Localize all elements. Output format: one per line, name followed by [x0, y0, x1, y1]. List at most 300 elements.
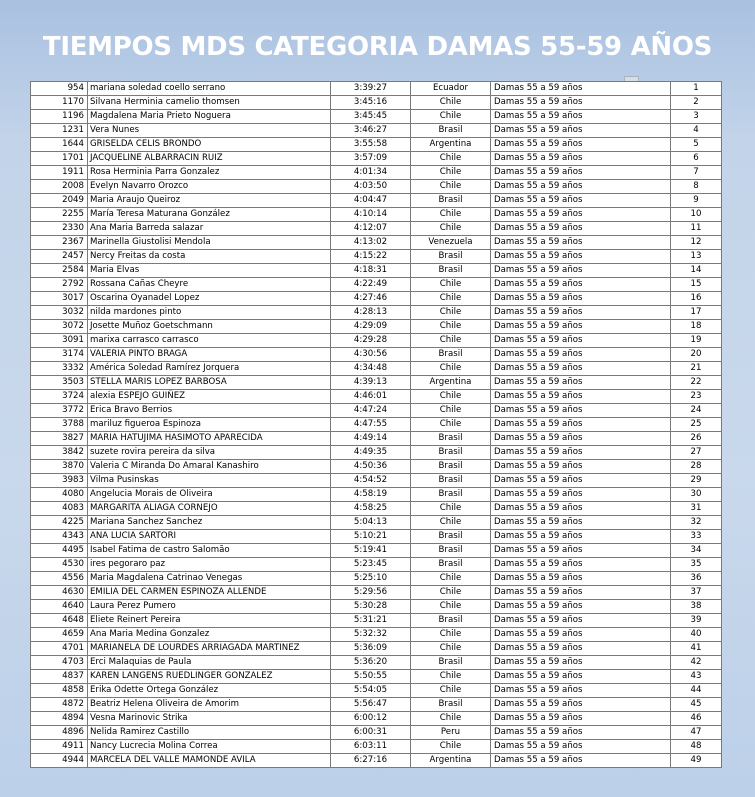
runner-name-cell[interactable]: alexia ESPEJO GUIÑEZ	[88, 390, 331, 404]
runner-name-cell[interactable]: MARIANELA DE LOURDES ARRIAGADA MARTINEZ	[88, 642, 331, 656]
category-cell[interactable]: Damas 55 a 59 años	[491, 460, 671, 474]
bib-number-cell[interactable]: 4858	[31, 684, 88, 698]
country-cell[interactable]: Chile	[411, 684, 491, 698]
finish-time-cell[interactable]: 4:03:50	[331, 180, 411, 194]
finish-time-cell[interactable]: 4:15:22	[331, 250, 411, 264]
finish-time-cell[interactable]: 4:04:47	[331, 194, 411, 208]
runner-name-cell[interactable]: Vesna Marinovic Strika	[88, 712, 331, 726]
category-cell[interactable]: Damas 55 a 59 años	[491, 586, 671, 600]
bib-number-cell[interactable]: 4225	[31, 516, 88, 530]
country-cell[interactable]: Brasil	[411, 124, 491, 138]
table-row	[31, 278, 722, 292]
category-cell[interactable]: Damas 55 a 59 años	[491, 124, 671, 138]
category-cell[interactable]: Damas 55 a 59 años	[491, 208, 671, 222]
finish-time-cell[interactable]: 4:30:56	[331, 348, 411, 362]
country-cell[interactable]: Brasil	[411, 460, 491, 474]
bib-number-cell[interactable]: 3072	[31, 320, 88, 334]
country-cell[interactable]: Chile	[411, 418, 491, 432]
finish-time-cell[interactable]: 4:12:07	[331, 222, 411, 236]
runner-name-cell[interactable]: JACQUELINE ALBARRACIN RUIZ	[88, 152, 331, 166]
runner-name-cell[interactable]: Vilma Pusinskas	[88, 474, 331, 488]
category-cell[interactable]: Damas 55 a 59 años	[491, 292, 671, 306]
finish-time-cell[interactable]: 4:50:36	[331, 460, 411, 474]
runner-name-cell[interactable]: Marinella Giustolisi Mendola	[88, 236, 331, 250]
place-cell[interactable]: 12	[671, 236, 722, 250]
country-cell[interactable]: Brasil	[411, 474, 491, 488]
finish-time-cell[interactable]: 4:22:49	[331, 278, 411, 292]
place-cell[interactable]: 45	[671, 698, 722, 712]
place-cell[interactable]: 25	[671, 418, 722, 432]
category-cell[interactable]: Damas 55 a 59 años	[491, 404, 671, 418]
category-cell[interactable]: Damas 55 a 59 años	[491, 600, 671, 614]
bib-number-cell[interactable]: 1911	[31, 166, 88, 180]
runner-name-cell[interactable]: Maria Elvas	[88, 264, 331, 278]
runner-name-cell[interactable]: MARIA HATUJIMA HASIMOTO APARECIDA	[88, 432, 331, 446]
place-cell[interactable]: 23	[671, 390, 722, 404]
finish-time-cell[interactable]: 5:50:55	[331, 670, 411, 684]
country-cell[interactable]: Brasil	[411, 544, 491, 558]
category-cell[interactable]: Damas 55 a 59 años	[491, 236, 671, 250]
place-cell[interactable]: 28	[671, 460, 722, 474]
runner-name-cell[interactable]: Evelyn Navarro Orozco	[88, 180, 331, 194]
bib-number-cell[interactable]: 4083	[31, 502, 88, 516]
bib-number-cell[interactable]: 1231	[31, 124, 88, 138]
category-cell[interactable]: Damas 55 a 59 años	[491, 418, 671, 432]
place-cell[interactable]: 9	[671, 194, 722, 208]
runner-name-cell[interactable]: Ana Maria Barreda salazar	[88, 222, 331, 236]
country-cell[interactable]: Brasil	[411, 432, 491, 446]
category-cell[interactable]: Damas 55 a 59 años	[491, 614, 671, 628]
category-cell[interactable]: Damas 55 a 59 años	[491, 474, 671, 488]
runner-name-cell[interactable]: ires pegoraro paz	[88, 558, 331, 572]
finish-time-cell[interactable]: 4:34:48	[331, 362, 411, 376]
category-cell[interactable]: Damas 55 a 59 años	[491, 516, 671, 530]
category-cell[interactable]: Damas 55 a 59 años	[491, 138, 671, 152]
bib-number-cell[interactable]: 2584	[31, 264, 88, 278]
category-cell[interactable]: Damas 55 a 59 años	[491, 572, 671, 586]
place-cell[interactable]: 24	[671, 404, 722, 418]
finish-time-cell[interactable]: 5:32:32	[331, 628, 411, 642]
runner-name-cell[interactable]: mariana soledad coello serrano	[88, 82, 331, 96]
runner-name-cell[interactable]: Silvana Herminia camelio thomsen	[88, 96, 331, 110]
table-row	[31, 586, 722, 600]
category-cell[interactable]: Damas 55 a 59 años	[491, 166, 671, 180]
category-cell[interactable]: Damas 55 a 59 años	[491, 642, 671, 656]
category-cell[interactable]: Damas 55 a 59 años	[491, 656, 671, 670]
place-cell[interactable]: 49	[671, 754, 722, 768]
bib-number-cell[interactable]: 4556	[31, 572, 88, 586]
bib-number-cell[interactable]: 3842	[31, 446, 88, 460]
category-cell[interactable]: Damas 55 a 59 años	[491, 712, 671, 726]
category-cell[interactable]: Damas 55 a 59 años	[491, 628, 671, 642]
table-row	[31, 194, 722, 208]
runner-name-cell[interactable]: América Soledad Ramírez Jorquera	[88, 362, 331, 376]
finish-time-cell[interactable]: 4:13:02	[331, 236, 411, 250]
finish-time-cell[interactable]: 5:23:45	[331, 558, 411, 572]
bib-number-cell[interactable]: 2792	[31, 278, 88, 292]
finish-time-cell[interactable]: 5:56:47	[331, 698, 411, 712]
bib-number-cell[interactable]: 954	[31, 82, 88, 96]
bib-number-cell[interactable]: 2367	[31, 236, 88, 250]
bib-number-cell[interactable]: 2255	[31, 208, 88, 222]
country-cell[interactable]: Brasil	[411, 698, 491, 712]
country-cell[interactable]: Chile	[411, 404, 491, 418]
category-cell[interactable]: Damas 55 a 59 años	[491, 334, 671, 348]
place-cell[interactable]: 5	[671, 138, 722, 152]
runner-name-cell[interactable]: STELLA MARIS LOPEZ BARBOSA	[88, 376, 331, 390]
country-cell[interactable]: Argentina	[411, 376, 491, 390]
runner-name-cell[interactable]: EMILIA DEL CARMEN ESPINOZA ALLENDE	[88, 586, 331, 600]
country-cell[interactable]: Chile	[411, 740, 491, 754]
bib-number-cell[interactable]: 3827	[31, 432, 88, 446]
place-cell[interactable]: 22	[671, 376, 722, 390]
category-cell[interactable]: Damas 55 a 59 años	[491, 446, 671, 460]
runner-name-cell[interactable]: María Teresa Maturana González	[88, 208, 331, 222]
bib-number-cell[interactable]: 4911	[31, 740, 88, 754]
category-cell[interactable]: Damas 55 a 59 años	[491, 558, 671, 572]
bib-number-cell[interactable]: 3983	[31, 474, 88, 488]
place-cell[interactable]: 3	[671, 110, 722, 124]
bib-number-cell[interactable]: 3017	[31, 292, 88, 306]
country-cell[interactable]: Chile	[411, 180, 491, 194]
bib-number-cell[interactable]: 4080	[31, 488, 88, 502]
place-cell[interactable]: 17	[671, 306, 722, 320]
place-cell[interactable]: 30	[671, 488, 722, 502]
runner-name-cell[interactable]: Vera Nunes	[88, 124, 331, 138]
place-cell[interactable]: 27	[671, 446, 722, 460]
finish-time-cell[interactable]: 5:25:10	[331, 572, 411, 586]
country-cell[interactable]: Chile	[411, 502, 491, 516]
place-cell[interactable]: 38	[671, 600, 722, 614]
country-cell[interactable]: Brasil	[411, 348, 491, 362]
finish-time-cell[interactable]: 4:47:55	[331, 418, 411, 432]
place-cell[interactable]: 29	[671, 474, 722, 488]
bib-number-cell[interactable]: 3788	[31, 418, 88, 432]
category-cell[interactable]: Damas 55 a 59 años	[491, 544, 671, 558]
place-cell[interactable]: 35	[671, 558, 722, 572]
place-cell[interactable]: 32	[671, 516, 722, 530]
category-cell[interactable]: Damas 55 a 59 años	[491, 432, 671, 446]
place-cell[interactable]: 42	[671, 656, 722, 670]
bib-number-cell[interactable]: 4701	[31, 642, 88, 656]
place-cell[interactable]: 20	[671, 348, 722, 362]
bib-number-cell[interactable]: 2049	[31, 194, 88, 208]
country-cell[interactable]: Chile	[411, 278, 491, 292]
country-cell[interactable]: Chile	[411, 306, 491, 320]
bib-number-cell[interactable]: 3870	[31, 460, 88, 474]
runner-name-cell[interactable]: Nelida Ramirez Castillo	[88, 726, 331, 740]
country-cell[interactable]: Chile	[411, 96, 491, 110]
country-cell[interactable]: Chile	[411, 670, 491, 684]
place-cell[interactable]: 16	[671, 292, 722, 306]
country-cell[interactable]: Chile	[411, 516, 491, 530]
category-cell[interactable]: Damas 55 a 59 años	[491, 362, 671, 376]
finish-time-cell[interactable]: 4:58:25	[331, 502, 411, 516]
bib-number-cell[interactable]: 4837	[31, 670, 88, 684]
country-cell[interactable]: Chile	[411, 572, 491, 586]
finish-time-cell[interactable]: 4:54:52	[331, 474, 411, 488]
country-cell[interactable]: Chile	[411, 586, 491, 600]
bib-number-cell[interactable]: 4640	[31, 600, 88, 614]
finish-time-cell[interactable]: 5:04:13	[331, 516, 411, 530]
table-row	[31, 446, 722, 460]
bib-number-cell[interactable]: 1701	[31, 152, 88, 166]
finish-time-cell[interactable]: 4:01:34	[331, 166, 411, 180]
category-cell[interactable]: Damas 55 a 59 años	[491, 530, 671, 544]
place-cell[interactable]: 39	[671, 614, 722, 628]
place-cell[interactable]: 46	[671, 712, 722, 726]
runner-name-cell[interactable]: Nercy Freitas da costa	[88, 250, 331, 264]
place-cell[interactable]: 15	[671, 278, 722, 292]
place-cell[interactable]: 41	[671, 642, 722, 656]
category-cell[interactable]: Damas 55 a 59 años	[491, 180, 671, 194]
place-cell[interactable]: 13	[671, 250, 722, 264]
place-cell[interactable]: 14	[671, 264, 722, 278]
category-cell[interactable]: Damas 55 a 59 años	[491, 348, 671, 362]
country-cell[interactable]: Brasil	[411, 250, 491, 264]
finish-time-cell[interactable]: 5:54:05	[331, 684, 411, 698]
category-cell[interactable]: Damas 55 a 59 años	[491, 250, 671, 264]
runner-name-cell[interactable]: Nancy Lucrecia Molina Correa	[88, 740, 331, 754]
bib-number-cell[interactable]: 3503	[31, 376, 88, 390]
category-cell[interactable]: Damas 55 a 59 años	[491, 222, 671, 236]
category-cell[interactable]: Damas 55 a 59 años	[491, 96, 671, 110]
bib-number-cell[interactable]: 4703	[31, 656, 88, 670]
country-cell[interactable]: Venezuela	[411, 236, 491, 250]
place-cell[interactable]: 33	[671, 530, 722, 544]
bib-number-cell[interactable]: 3332	[31, 362, 88, 376]
country-cell[interactable]: Chile	[411, 642, 491, 656]
runner-name-cell[interactable]: nilda mardones pinto	[88, 306, 331, 320]
runner-name-cell[interactable]: Valeria C Miranda Do Amaral Kanashiro	[88, 460, 331, 474]
country-cell[interactable]: Chile	[411, 292, 491, 306]
place-cell[interactable]: 34	[671, 544, 722, 558]
runner-name-cell[interactable]: Ana Maria Medina Gonzalez	[88, 628, 331, 642]
country-cell[interactable]: Chile	[411, 334, 491, 348]
place-cell[interactable]: 6	[671, 152, 722, 166]
bib-number-cell[interactable]: 3724	[31, 390, 88, 404]
finish-time-cell[interactable]: 4:29:09	[331, 320, 411, 334]
finish-time-cell[interactable]: 4:27:46	[331, 292, 411, 306]
bib-number-cell[interactable]: 3091	[31, 334, 88, 348]
place-cell[interactable]: 18	[671, 320, 722, 334]
finish-time-cell[interactable]: 4:47:24	[331, 404, 411, 418]
runner-name-cell[interactable]: Mariana Sanchez Sanchez	[88, 516, 331, 530]
finish-time-cell[interactable]: 3:45:45	[331, 110, 411, 124]
finish-time-cell[interactable]: 3:57:09	[331, 152, 411, 166]
country-cell[interactable]: Brasil	[411, 656, 491, 670]
finish-time-cell[interactable]: 4:46:01	[331, 390, 411, 404]
table-row	[31, 474, 722, 488]
finish-time-cell[interactable]: 6:03:11	[331, 740, 411, 754]
runner-name-cell[interactable]: VALERIA PINTO BRAGA	[88, 348, 331, 362]
country-cell[interactable]: Chile	[411, 362, 491, 376]
bib-number-cell[interactable]: 4530	[31, 558, 88, 572]
finish-time-cell[interactable]: 4:49:35	[331, 446, 411, 460]
place-cell[interactable]: 7	[671, 166, 722, 180]
country-cell[interactable]: Chile	[411, 222, 491, 236]
bib-number-cell[interactable]: 2008	[31, 180, 88, 194]
category-cell[interactable]: Damas 55 a 59 años	[491, 754, 671, 768]
finish-time-cell[interactable]: 5:30:28	[331, 600, 411, 614]
finish-time-cell[interactable]: 6:27:16	[331, 754, 411, 768]
bib-number-cell[interactable]: 4648	[31, 614, 88, 628]
category-cell[interactable]: Damas 55 a 59 años	[491, 726, 671, 740]
category-cell[interactable]: Damas 55 a 59 años	[491, 670, 671, 684]
country-cell[interactable]: Chile	[411, 628, 491, 642]
bib-number-cell[interactable]: 4896	[31, 726, 88, 740]
place-cell[interactable]: 10	[671, 208, 722, 222]
place-cell[interactable]: 40	[671, 628, 722, 642]
bib-number-cell[interactable]: 3174	[31, 348, 88, 362]
runner-name-cell[interactable]: marixa carrasco carrasco	[88, 334, 331, 348]
country-cell[interactable]: Argentina	[411, 138, 491, 152]
runner-name-cell[interactable]: Laura Perez Pumero	[88, 600, 331, 614]
bib-number-cell[interactable]: 4343	[31, 530, 88, 544]
runner-name-cell[interactable]: Erci Malaquias de Paula	[88, 656, 331, 670]
country-cell[interactable]: Brasil	[411, 488, 491, 502]
finish-time-cell[interactable]: 6:00:31	[331, 726, 411, 740]
country-cell[interactable]: Brasil	[411, 558, 491, 572]
bib-number-cell[interactable]: 4630	[31, 586, 88, 600]
category-cell[interactable]: Damas 55 a 59 años	[491, 390, 671, 404]
runner-name-cell[interactable]: Beatriz Helena Oliveira de Amorim	[88, 698, 331, 712]
runner-name-cell[interactable]: Angelucia Morais de Oliveira	[88, 488, 331, 502]
finish-time-cell[interactable]: 5:31:21	[331, 614, 411, 628]
category-cell[interactable]: Damas 55 a 59 años	[491, 320, 671, 334]
country-cell[interactable]: Chile	[411, 600, 491, 614]
category-cell[interactable]: Damas 55 a 59 años	[491, 82, 671, 96]
bib-number-cell[interactable]: 1644	[31, 138, 88, 152]
bib-number-cell[interactable]: 4495	[31, 544, 88, 558]
runner-name-cell[interactable]: Rosa Herminia Parra Gonzalez	[88, 166, 331, 180]
category-cell[interactable]: Damas 55 a 59 años	[491, 488, 671, 502]
bib-number-cell[interactable]: 1170	[31, 96, 88, 110]
bib-number-cell[interactable]: 3032	[31, 306, 88, 320]
country-cell[interactable]: Chile	[411, 390, 491, 404]
place-cell[interactable]: 21	[671, 362, 722, 376]
place-cell[interactable]: 2	[671, 96, 722, 110]
country-cell[interactable]: Brasil	[411, 614, 491, 628]
place-cell[interactable]: 4	[671, 124, 722, 138]
country-cell[interactable]: Brasil	[411, 446, 491, 460]
bib-number-cell[interactable]: 2457	[31, 250, 88, 264]
country-cell[interactable]: Peru	[411, 726, 491, 740]
finish-time-cell[interactable]: 5:10:21	[331, 530, 411, 544]
country-cell[interactable]: Chile	[411, 320, 491, 334]
runner-name-cell[interactable]: Maria Araujo Queiroz	[88, 194, 331, 208]
category-cell[interactable]: Damas 55 a 59 años	[491, 740, 671, 754]
runner-name-cell[interactable]: Maria Magdalena Catrinao Venegas	[88, 572, 331, 586]
finish-time-cell[interactable]: 3:46:27	[331, 124, 411, 138]
bib-number-cell[interactable]: 1196	[31, 110, 88, 124]
runner-name-cell[interactable]: suzete rovira pereira da silva	[88, 446, 331, 460]
finish-time-cell[interactable]: 4:18:31	[331, 264, 411, 278]
runner-name-cell[interactable]: Isabel Fatima de castro Salomão	[88, 544, 331, 558]
runner-name-cell[interactable]: GRISELDA CELIS BRONDO	[88, 138, 331, 152]
runner-name-cell[interactable]: Magdalena Maria Prieto Noguera	[88, 110, 331, 124]
place-cell[interactable]: 1	[671, 82, 722, 96]
country-cell[interactable]: Ecuador	[411, 82, 491, 96]
runner-name-cell[interactable]: Oscarina Oyanadel Lopez	[88, 292, 331, 306]
place-cell[interactable]: 44	[671, 684, 722, 698]
category-cell[interactable]: Damas 55 a 59 años	[491, 698, 671, 712]
place-cell[interactable]: 48	[671, 740, 722, 754]
category-cell[interactable]: Damas 55 a 59 años	[491, 502, 671, 516]
finish-time-cell[interactable]: 3:39:27	[331, 82, 411, 96]
runner-name-cell[interactable]: Eliete Reinert Pereira	[88, 614, 331, 628]
category-cell[interactable]: Damas 55 a 59 años	[491, 264, 671, 278]
country-cell[interactable]: Chile	[411, 166, 491, 180]
place-cell[interactable]: 36	[671, 572, 722, 586]
finish-time-cell[interactable]: 3:45:16	[331, 96, 411, 110]
place-cell[interactable]: 31	[671, 502, 722, 516]
runner-name-cell[interactable]: Erica Bravo Berrios	[88, 404, 331, 418]
runner-name-cell[interactable]: KAREN LANGENS RUEDLINGER GONZALEZ	[88, 670, 331, 684]
finish-time-cell[interactable]: 4:39:13	[331, 376, 411, 390]
finish-time-cell[interactable]: 6:00:12	[331, 712, 411, 726]
finish-time-cell[interactable]: 4:49:14	[331, 432, 411, 446]
bib-number-cell[interactable]: 4872	[31, 698, 88, 712]
country-cell[interactable]: Chile	[411, 208, 491, 222]
bib-number-cell[interactable]: 4659	[31, 628, 88, 642]
table-row	[31, 698, 722, 712]
finish-time-cell[interactable]: 4:29:28	[331, 334, 411, 348]
finish-time-cell[interactable]: 5:36:20	[331, 656, 411, 670]
category-cell[interactable]: Damas 55 a 59 años	[491, 376, 671, 390]
place-cell[interactable]: 19	[671, 334, 722, 348]
runner-name-cell[interactable]: Erika Odette Ortega González	[88, 684, 331, 698]
category-cell[interactable]: Damas 55 a 59 años	[491, 684, 671, 698]
place-cell[interactable]: 47	[671, 726, 722, 740]
runner-name-cell[interactable]: ANA LUCIA SARTORI	[88, 530, 331, 544]
place-cell[interactable]: 11	[671, 222, 722, 236]
country-cell[interactable]: Argentina	[411, 754, 491, 768]
finish-time-cell[interactable]: 4:58:19	[331, 488, 411, 502]
bib-number-cell[interactable]: 4944	[31, 754, 88, 768]
place-cell[interactable]: 26	[671, 432, 722, 446]
place-cell[interactable]: 8	[671, 180, 722, 194]
runner-name-cell[interactable]: Josette Muñoz Goetschmann	[88, 320, 331, 334]
finish-time-cell[interactable]: 3:55:58	[331, 138, 411, 152]
place-cell[interactable]: 43	[671, 670, 722, 684]
category-cell[interactable]: Damas 55 a 59 años	[491, 110, 671, 124]
category-cell[interactable]: Damas 55 a 59 años	[491, 278, 671, 292]
country-cell[interactable]: Chile	[411, 152, 491, 166]
runner-name-cell[interactable]: Rossana Cañas Cheyre	[88, 278, 331, 292]
category-cell[interactable]: Damas 55 a 59 años	[491, 306, 671, 320]
country-cell[interactable]: Chile	[411, 110, 491, 124]
country-cell[interactable]: Brasil	[411, 194, 491, 208]
bib-number-cell[interactable]: 3772	[31, 404, 88, 418]
runner-name-cell[interactable]: mariluz figueroa Espinoza	[88, 418, 331, 432]
category-cell[interactable]: Damas 55 a 59 años	[491, 152, 671, 166]
finish-time-cell[interactable]: 5:36:09	[331, 642, 411, 656]
finish-time-cell[interactable]: 5:29:56	[331, 586, 411, 600]
category-cell[interactable]: Damas 55 a 59 años	[491, 194, 671, 208]
place-cell[interactable]: 37	[671, 586, 722, 600]
country-cell[interactable]: Chile	[411, 712, 491, 726]
bib-number-cell[interactable]: 2330	[31, 222, 88, 236]
finish-time-cell[interactable]: 4:10:14	[331, 208, 411, 222]
country-cell[interactable]: Brasil	[411, 530, 491, 544]
runner-name-cell[interactable]: MARCELA DEL VALLE MAMONDE AVILA	[88, 754, 331, 768]
finish-time-cell[interactable]: 4:28:13	[331, 306, 411, 320]
runner-name-cell[interactable]: MARGARITA ALIAGA CORNEJO	[88, 502, 331, 516]
finish-time-cell[interactable]: 5:19:41	[331, 544, 411, 558]
country-cell[interactable]: Brasil	[411, 264, 491, 278]
bib-number-cell[interactable]: 4894	[31, 712, 88, 726]
